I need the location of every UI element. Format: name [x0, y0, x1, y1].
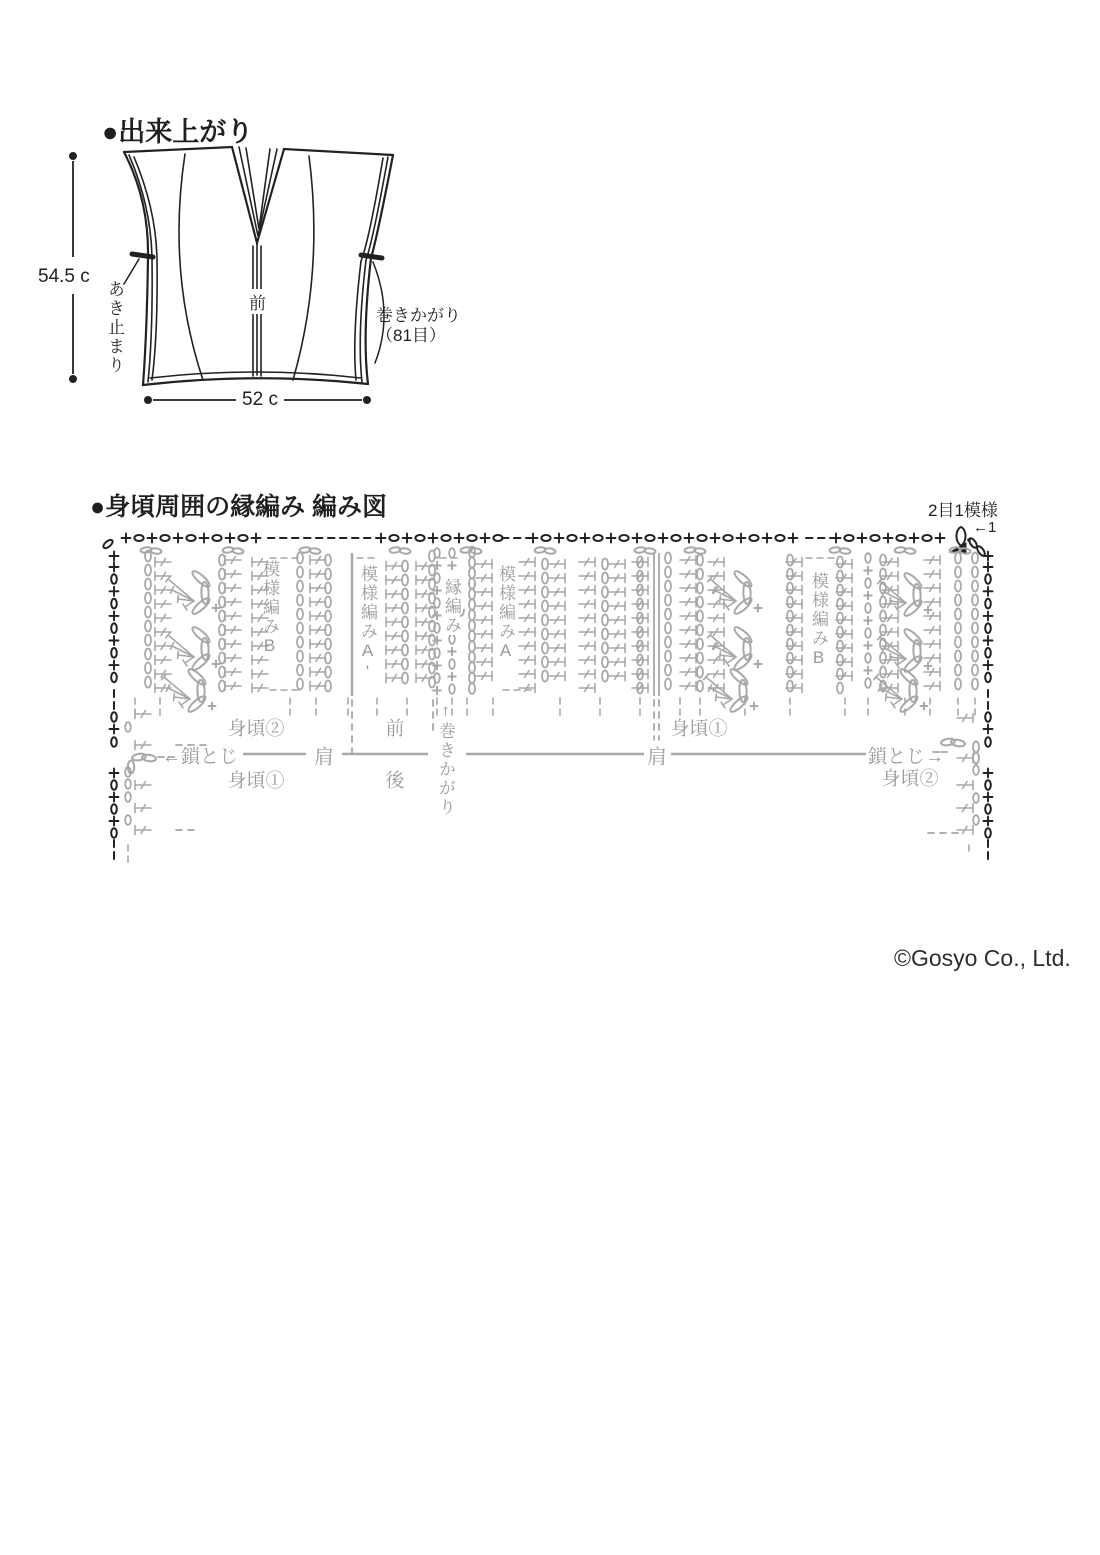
- chain-join-left-label: ←鎖とじ: [161, 746, 239, 768]
- section-label-pattern-b-left: 模様編みB: [260, 560, 279, 657]
- width-dimension-label: 52 c: [242, 389, 278, 410]
- height-dimension-label: 54.5 c: [38, 266, 90, 287]
- vest-schematic: [124, 147, 393, 385]
- body2-lower-right-label: 身頃②: [881, 768, 939, 790]
- body1-lower-left-label: 身頃①: [227, 770, 285, 792]
- edging-chart-title: ●身頃周囲の縁編み 編み図: [90, 493, 388, 521]
- section-label-pattern-a-prime: 模様編みA': [358, 565, 377, 683]
- section-label-pattern-b-right: 模様編みB: [809, 572, 828, 669]
- back-lower-label: 後: [385, 770, 405, 792]
- shoulder-left-label: 肩: [311, 741, 337, 770]
- row-number-marker: ←1: [973, 519, 997, 536]
- body2-upper-left-label: 身頃②: [227, 718, 285, 740]
- opening-end-label: あき止まり: [105, 280, 124, 375]
- whip-stitch-label: 巻きかがり: [376, 306, 461, 325]
- copyright-text: ©Gosyo Co., Ltd.: [894, 945, 1071, 971]
- chain-join-right-label: 鎖とじ→: [867, 746, 945, 768]
- crochet-chart-glyphs: [102, 527, 993, 862]
- front-label: 前: [247, 289, 268, 314]
- shoulder-right-label: 肩: [644, 741, 670, 770]
- finished-diagram-title: ●出来上がり: [102, 117, 254, 147]
- section-label-pattern-a: 模様編みA: [496, 565, 515, 662]
- whip-stitch-count: （81目）: [376, 326, 446, 345]
- section-label-edging: 縁編み: [442, 578, 461, 635]
- chart-divider-lines: [243, 553, 866, 754]
- whip-stitch-vertical-label: ↑巻きかがり: [436, 701, 455, 817]
- front-upper-label: 前: [385, 718, 405, 740]
- pattern-repeat-note: 2目1模様: [928, 501, 998, 520]
- body1-upper-right-label: 身頃①: [670, 718, 728, 740]
